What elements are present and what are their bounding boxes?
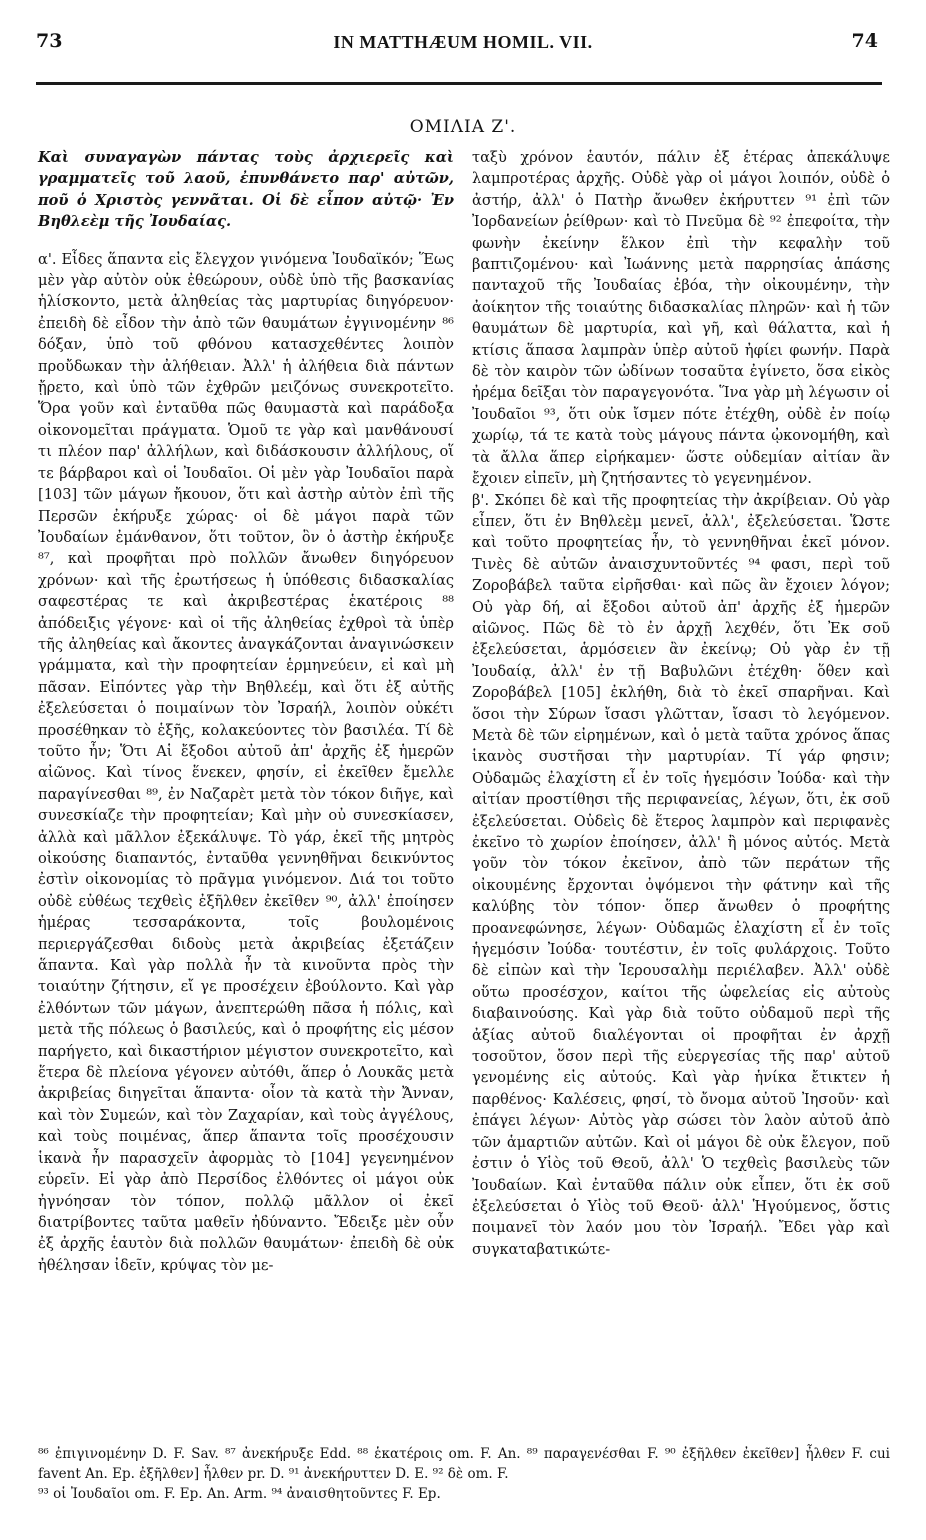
left-column bbox=[38, 147, 454, 1276]
left-column-text: α'. Εἶδες ἅπαντα εἰς ἔλεγχον γινόμενα Ἰουδαϊκόν; Ἕως μὲν γὰρ αὐτὸν οὐκ ἐθεώρουν, οὐδὲ ὑπὸ τῆς βασκανίας ἡλίσκοντο, μετὰ ἀληθείας τὰς μαρτυρίας διηγόρευον· ἐπειδὴ δὲ εἶδον τὴν ἀπὸ τῶν θαυμάτων ἐγγινομένην ⁸⁶ δόξαν, ὑπὸ τοῦ φθόνου κατασχεθέντες λοιπὸν προὔδωκαν τὴν ἀλήθειαν. Ἀλλ' ἡ ἀλήθεια διὰ πάντων ᾔρετο, καὶ ὑπὸ τῶν ἐχθρῶν μειζόνως συνεκροτεῖτο. Ὅρα γοῦν καὶ ἐνταῦθα πῶς θαυμαστὰ καὶ παράδοξα οἰκονομεῖται πράγματα. Ὁμοῦ τε γὰρ καὶ μανθάνουσί τι πλέον παρ' ἀλλήλων, καὶ διδάσκουσιν ἀλλήλους, οἵ τε βάρβαροι καὶ οἱ Ἰουδαῖοι. Οἱ μὲν γὰρ Ἰουδαῖοι παρὰ [103] τῶν μάγων ἤκουον, ὅτι καὶ ἀστὴρ αὐτὸν ἐπὶ τῆς Περσῶν ἐκήρυξε χώρας· οἱ δὲ μάγοι παρὰ τῶν Ἰουδαίων ἐμάνθανον, ὅτι τοῦτον, ὃν ὁ ἀστὴρ ἐκήρυξε ⁸⁷, καὶ προφῆται πρὸ πολλῶν ἄνωθεν διηγόρευον χρόνων· καὶ τῆς ἐρωτήσεως ἡ ὑπόθεσις διδασκαλίας σαφεστέρας τε καὶ ἀκριβεστέρας ἑκατέροις ⁸⁸ ἀπόδειξις γέγονε· καὶ οἱ τῆς ἀληθείας ἐχθροὶ τὰ ὑπὲρ τῆς ἀληθείας καὶ ἄκοντες ἀναγκάζονται ἀναγινώσκειν γράμματα, καὶ τὴν προφητείαν ἑρμηνεύειν, εἰ καὶ μὴ πᾶσαν. Εἰπόντες γὰρ τὴν Βηθλεέμ, καὶ ὅτι ἐξ αὐτῆς ἐξελεύσεται ὁ ποιμαίνων τὸν Ἰσραήλ, λοιπὸν οὐκέτι προσέθηκαν τὸ ἑξῆς, κολακεύοντες τὸν βασιλέα. Τί δὲ τοῦτο ἦν; Ὅτι Αἱ ἔξοδοι αὐτοῦ ἀπ' ἀρχῆς ἐξ ἡμερῶν αἰῶνος. Καὶ τίνος ἕνεκεν, φησίν, εἰ ἐκεῖθεν ἔμελλε παραγίνεσθαι ⁸⁹, ἐν Ναζαρὲτ μετὰ τὸν τόκον διῆγε, καὶ συνεσκίαζε τὴν προφητείαν; Καὶ μὴν οὐ συνεσκίασεν, ἀλλὰ καὶ μᾶλλον ἐξεκάλυψε. Τὸ γάρ, ἐκεῖ τῆς μητρὸς οἰκούσης διαπαντός, ἐνταῦθα γεννηθῆναι δεικνύντος ἐστὶν οἰκονομίας τὸ πρᾶγμα γινόμενον. Διά τοι τοῦτο οὐδὲ εὐθέως τεχθεὶς ἐξῆλθεν ἐκεῖθεν ⁹⁰, ἀλλ' ἐποίησεν ἡμέρας τεσσαράκοντα, τοῖς βουλομένοις περιεργάζεσθαι διδοὺς μετὰ ἀκριβείας ἐξετάζειν ἅπαντα. Καὶ γὰρ πολλὰ ἦν τὰ κινοῦντα πρὸς τὴν τοιαύτην ζήτησιν, εἴ γε προσέχειν ἐβούλοντο. Καὶ γὰρ ἐλθόντων τῶν μάγων, ἀνεπτερώθη πᾶσα ἡ πόλις, καὶ μετὰ τῆς πόλεως ὁ βασιλεύς, καὶ ὁ προφήτης εἰς μέσον παρήγετο, καὶ δικαστήριον μέγιστον συνεκροτεῖτο, καὶ ἕτερα δὲ πλείονα γέγονεν αὐτόθι, ἅπερ ὁ Λουκᾶς μετὰ ἀκριβείας διηγεῖται ἅπαντα· οἷον τὰ κατὰ τὴν Ἄνναν, καὶ τὸν Συμεών, καὶ τὸν Ζαχαρίαν, καὶ τοὺς ἀγγέλους, καὶ τοὺς ποιμένας, ἅπερ ἅπαντα τοῖς προσέχουσιν ἱκανὰ ἦν παρασχεῖν ἀφορμὰς τὸ [104] γεγενημένον εὑρεῖν. Εἰ γὰρ ἀπὸ Περσίδος ἐλθόντες οἱ μάγοι οὐκ ἠγνόησαν τὸν τόπον, πολλῷ μᾶλλον οἱ ἐκεῖ διατρίβοντες ταῦτα μαθεῖν ἠδύναντο. Ἔδειξε μὲν οὖν ἐξ ἀρχῆς ἑαυτὸν διὰ πολλῶν θαυμάτων· ἐπειδὴ δὲ οὐκ ἠθέλησαν ἰδεῖν, κρύψας τὸν με- bbox=[38, 250, 454, 1274]
page-number-right: 74 bbox=[851, 30, 878, 52]
running-header bbox=[0, 30, 926, 60]
running-title: IN MATTHÆUM HOMIL. VII. bbox=[333, 32, 593, 52]
header-rule bbox=[36, 82, 882, 85]
page-number-left: 73 bbox=[36, 30, 63, 52]
homily-title: ΟΜΙΛΙΑ Ζ'. bbox=[409, 117, 517, 137]
footnote-line-1: ⁸⁶ ἐπιγινομένην D. F. Sav. ⁸⁷ ἀνεκήρυξε Edd. ⁸⁸ ἑκατέροις om. F. An. ⁸⁹ παραγενέσθαι F. ⁹⁰ ἐξῆλθεν ἐκεῖθεν] ἦλθεν F. cui favent An. Ep. ἐξῆλθεν] ἦλθεν pr. D. ⁹¹ ἀνεκήρυττεν D. E. ⁹² δὲ om. F. bbox=[38, 1446, 890, 1482]
right-column-text-2: β'. Σκόπει δὲ καὶ τῆς προφητείας τὴν ἀκρίβειαν. Οὐ γὰρ εἶπεν, ὅτι ἐν Βηθλεὲμ μενεῖ, ἀλλ', ἐξελεύσεται. Ὥστε καὶ τοῦτο προφητείας ἦν, τὸ γεννηθῆναι ἐκεῖ μόνον. Τινὲς δὲ αὐτῶν ἀναισχυντοῦντές ⁹⁴ φασι, περὶ τοῦ Ζοροβάβελ ταῦτα εἰρῆσθαι· καὶ πῶς ἂν ἔχοιεν λόγον; Οὐ γὰρ δή, αἱ ἔξοδοι αὐτοῦ ἀπ' ἀρχῆς ἐξ ἡμερῶν αἰῶνος. Πῶς δὲ τὸ ἐν ἀρχῇ λεχθέν, ὅτι Ἐκ σοῦ ἐξελεύσεται, ἁρμόσειεν ἂν ἐκείνῳ; Οὐ γὰρ ἐν τῇ Ἰουδαίᾳ, ἀλλ' ἐν τῇ Βαβυλῶνι ἐτέχθη· ὅθεν καὶ Ζοροβάβελ [105] ἐκλήθη, διὰ τὸ ἐκεῖ σπαρῆναι. Καὶ ὅσοι τὴν Σύρων ἴσασι γλῶτταν, ἴσασι τὸ λεγόμενον. Μετὰ δὲ τῶν εἰρημένων, καὶ ὁ μετὰ ταῦτα χρόνος ἅπας ἱκανὸς συστῆσαι τὴν μαρτυρίαν. Τί γάρ φησιν; Οὐδαμῶς ἐλαχίστη εἶ ἐν τοῖς ἡγεμόσιν Ἰούδα· καὶ τὴν αἰτίαν προστίθησι τῆς περιφανείας, λέγων, ὅτι, ἐκ σοῦ ἐξελεύσεται. Οὐδεὶς δὲ ἕτερος λαμπρὸν καὶ περιφανὲς ἐκεῖνο τὸ χωρίον ἐποίησεν, ἀλλ' ἢ μόνος αὐτός. Μετὰ γοῦν τὸν τόκον ἐκεῖνον, ἀπὸ τῶν περάτων τῆς οἰκουμένης ἔρχονται ὀψόμενοι τὴν φάτνην καὶ τῆς καλύβης τὸν τόπον· ὅπερ ἄνωθεν ὁ προφήτης προανεφώνησε, λέγων· Οὐδαμῶς ἐλαχίστη εἶ ἐν τοῖς ἡγεμόσιν Ἰούδα· τουτέστιν, ἐν τοῖς φυλάρχοις. Τοῦτο δὲ εἰπὼν καὶ τὴν Ἱερουσαλὴμ περιέλαβεν. Ἀλλ' οὐδὲ οὕτω προσέσχον, καίτοι τῆς ὠφελείας εἰς αὐτοὺς διαβαινούσης. Καὶ γὰρ διὰ τοῦτο οὐδαμοῦ περὶ τῆς ἀξίας αὐτοῦ διαλέγονται οἱ προφῆται ἐν ἀρχῇ τοσοῦτον, ὅσον περὶ τῆς εὐεργεσίας τῆς παρ' αὐτοῦ γενομένης εἰς αὐτούς. Καὶ γὰρ ἡνίκα ἔτικτεν ἡ παρθένος· Καλέσεις, φησί, τὸ ὄνομα αὐτοῦ Ἰησοῦν· καὶ ἐπάγει λέγων· Αὐτὸς γὰρ σώσει τὸν λαὸν αὐτοῦ ἀπὸ τῶν ἁμαρτιῶν αὐτῶν. Καὶ οἱ μάγοι δὲ οὐκ ἔλεγον, ποῦ ἐστιν ὁ Υἱὸς τοῦ Θεοῦ, ἀλλ' Ὁ τεχθεὶς βασιλεὺς τῶν Ἰουδαίων. Καὶ ἐνταῦθα πάλιν οὐκ εἶπεν, ὅτι ἐκ σοῦ ἐξελεύσεται ὁ Υἱὸς τοῦ Θεοῦ· ἀλλ' Ἡγούμενος, ὅστις ποιμανεῖ τὸν λαόν μου τὸν Ἰσραήλ. Ἔδει γὰρ καὶ συγκαταβατικώτε- bbox=[472, 491, 890, 1258]
right-column bbox=[472, 147, 890, 1260]
footnotes bbox=[38, 1444, 890, 1504]
footnote-line-2: ⁹³ οἱ Ἰουδαῖοι om. F. Ep. An. Arm. ⁹⁴ ἀναισθητοῦντες F. Ep. bbox=[38, 1486, 441, 1502]
scripture-lemma: Καὶ συναγαγὼν πάντας τοὺς ἀρχιερεῖς καὶ γραμματεῖς τοῦ λαοῦ, ἐπυνθάνετο παρ' αὐτῶν, ποῦ ὁ Χριστὸς γεννᾶται. Οἱ δὲ εἶπον αὐτῷ· Ἐν Βηθλεὲμ τῆς Ἰουδαίας. bbox=[38, 149, 454, 231]
right-column-text-1: ταξὺ χρόνον ἑαυτόν, πάλιν ἐξ ἑτέρας ἀπεκάλυψε λαμπροτέρας ἀρχῆς. Οὐδὲ γὰρ οἱ μάγοι λοιπόν, οὐδὲ ὁ ἀστήρ, ἀλλ' ὁ Πατὴρ ἄνωθεν ἐκήρυττεν ⁹¹ ἐπὶ τῶν Ἰορδανείων ῥείθρων· καὶ τὸ Πνεῦμα δὲ ⁹² ἐπεφοίτα, τὴν φωνὴν ἐκείνην ἕλκον ἐπὶ τὴν κεφαλὴν τοῦ βαπτιζομένου· καὶ Ἰωάννης μετὰ παρρησίας ἁπάσης πανταχοῦ τῆς Ἰουδαίας ἐβόα, τὴν οἰκουμένην, τὴν ἀοίκητον τῆς τοιαύτης διδασκαλίας πληρῶν· καὶ ἡ τῶν θαυμάτων δὲ μαρτυρία, καὶ γῆ, καὶ θάλαττα, καὶ ἡ κτίσις ἅπασα λαμπρὰν ὑπὲρ αὐτοῦ ἠφίει φωνήν. Παρὰ δὲ τὸν καιρὸν τῶν ὠδίνων τοσαῦτα ἐγίνετο, ὅσα εἰκὸς ἠρέμα δεῖξαι τὸν παραγεγονότα. Ἵνα γὰρ μὴ λέγωσιν οἱ Ἰουδαῖοι ⁹³, ὅτι οὐκ ἴσμεν πότε ἐτέχθη, οὐδὲ ἐν ποίῳ χωρίῳ, τά τε κατὰ τοὺς μάγους πάντα ᾠκονομήθη, καὶ τὰ ἄλλα ἅπερ εἰρήκαμεν· ὥστε οὐδεμίαν αἰτίαν ἂν ἔχοιεν εἰπεῖν, μὴ ζητήσαντες τὸ γεγενημένον. bbox=[472, 149, 890, 488]
